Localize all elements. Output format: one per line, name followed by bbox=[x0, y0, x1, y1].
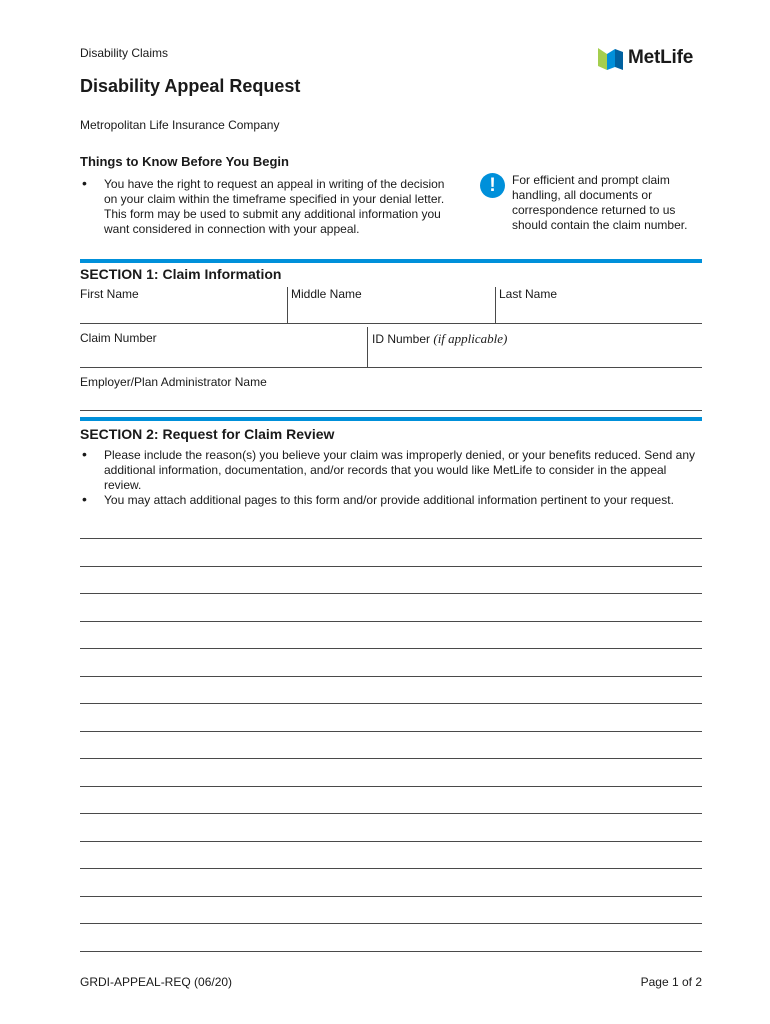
field-underline bbox=[80, 323, 702, 324]
middle-name-label: Middle Name bbox=[291, 287, 362, 301]
section2-bullet: • You may attach additional pages to this form and/or provide additional information pertinent to your request. bbox=[80, 493, 704, 508]
first-name-label: First Name bbox=[80, 287, 139, 301]
id-number-note: (if applicable) bbox=[433, 331, 508, 346]
company-name: Metropolitan Life Insurance Company bbox=[80, 118, 280, 132]
exclamation-icon: ! bbox=[480, 173, 505, 198]
page-number: Page 1 of 2 bbox=[640, 975, 702, 989]
review-line-5[interactable] bbox=[80, 622, 702, 649]
section2-bullet: • Please include the reason(s) you believe your claim was improperly denied, or your benefits reduced. Send any additional information, documentation, and/or records that you would like MetLife to consider in the appeal review. bbox=[80, 448, 704, 493]
intro-bullet-list bbox=[80, 177, 450, 237]
review-lines bbox=[80, 512, 702, 952]
review-line-12[interactable] bbox=[80, 815, 702, 842]
review-line-14[interactable] bbox=[80, 870, 702, 897]
page-title: Disability Appeal Request bbox=[80, 76, 301, 96]
review-line-7[interactable] bbox=[80, 677, 702, 704]
intro-heading: Things to Know Before You Begin bbox=[80, 154, 289, 169]
review-line-16[interactable] bbox=[80, 925, 702, 952]
id-number-label bbox=[372, 331, 507, 347]
intro-bullet: • You have the right to request an appeal in writing of the decision on your claim within the timeframe specified in your denial letter. This form may be used to submit any additional information you want considered in connection with your appeal. bbox=[80, 177, 450, 237]
section2-title: SECTION 2: Request for Claim Review bbox=[80, 426, 335, 442]
field-divider bbox=[495, 287, 496, 323]
review-line-2[interactable] bbox=[80, 540, 702, 567]
id-number-field[interactable] bbox=[372, 348, 700, 366]
claim-number-field[interactable] bbox=[80, 348, 365, 366]
employer-label: Employer/Plan Administrator Name bbox=[80, 375, 267, 389]
review-line-4[interactable] bbox=[80, 595, 702, 622]
section2-bullet-list bbox=[80, 448, 704, 508]
form-code: GRDI-APPEAL-REQ (06/20) bbox=[80, 975, 233, 989]
notice-text: For efficient and prompt claim handling, all documents or correspondence returned to us should contain the claim number. bbox=[512, 173, 688, 232]
id-number-label-text: ID Number bbox=[372, 332, 431, 346]
review-line-3[interactable] bbox=[80, 567, 702, 594]
review-line-11[interactable] bbox=[80, 787, 702, 814]
middle-name-field[interactable] bbox=[291, 304, 493, 322]
logo-wordmark: MetLife bbox=[628, 47, 694, 68]
employer-field[interactable] bbox=[80, 392, 700, 410]
review-line-15[interactable] bbox=[80, 897, 702, 924]
metlife-logo-icon bbox=[598, 46, 624, 72]
field-divider bbox=[287, 287, 288, 323]
form-category: Disability Claims bbox=[80, 46, 169, 60]
first-name-field[interactable] bbox=[80, 304, 285, 322]
review-line-10[interactable] bbox=[80, 760, 702, 787]
metlife-logo bbox=[598, 44, 708, 74]
review-line-8[interactable] bbox=[80, 705, 702, 732]
review-line-1[interactable] bbox=[80, 512, 702, 539]
section1-title: SECTION 1: Claim Information bbox=[80, 266, 282, 282]
last-name-field[interactable] bbox=[499, 304, 701, 322]
section2-divider bbox=[80, 417, 702, 421]
field-underline bbox=[80, 367, 702, 368]
review-line-6[interactable] bbox=[80, 650, 702, 677]
review-line-9[interactable] bbox=[80, 732, 702, 759]
section1-divider bbox=[80, 259, 702, 263]
last-name-label: Last Name bbox=[499, 287, 558, 301]
claim-number-label: Claim Number bbox=[80, 331, 157, 345]
review-line-13[interactable] bbox=[80, 842, 702, 869]
field-underline bbox=[80, 410, 702, 411]
field-divider bbox=[367, 327, 368, 367]
